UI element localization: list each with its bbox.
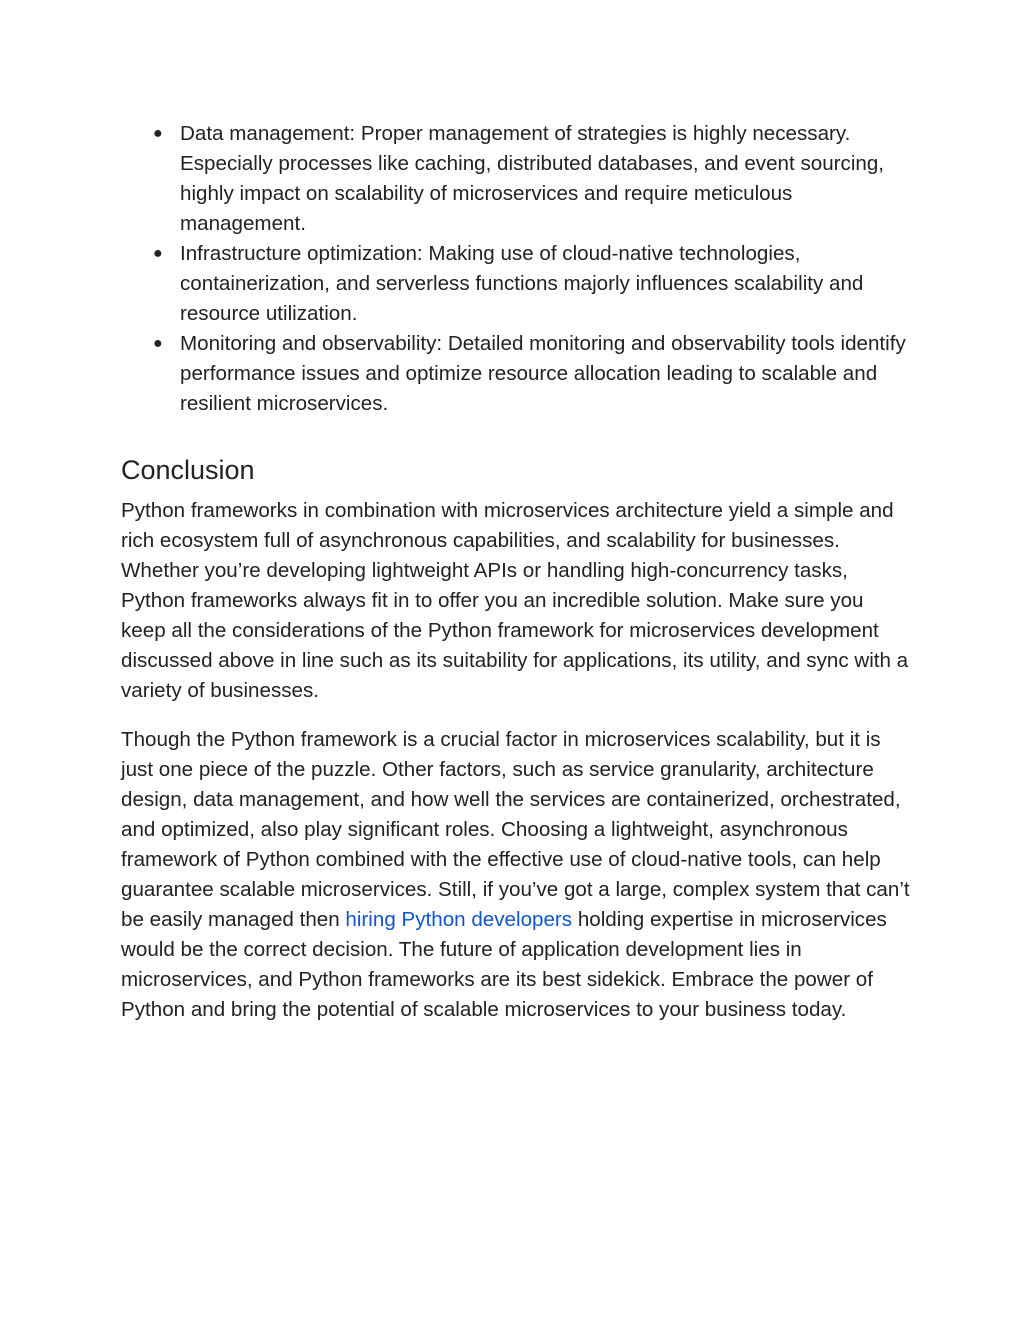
bullet-icon: ●: [153, 335, 163, 352]
bullet-list: [121, 119, 911, 419]
paragraph-text-before-link: Though the Python framework is a crucial factor in microservices scalability, but it is just one piece of the puzzle. Other factors, such as service granularity, architecture design, data management, and how well the services are containerized, orchestrated, and optimized, also play significant roles. Choosing a lightweight, asynchronous framework of Python combined with the effective use of cloud-native tools, can help guarantee scalable microservices. Still, if you’ve got a large, complex system that can’t be easily managed then: [121, 728, 910, 931]
bullet-item-monitoring-observability: [121, 329, 911, 419]
paragraph-text-after-link: holding expertise in microservices would be the correct decision. The future of application development lies in microservices, and Python frameworks are its best sidekick. Embrace the power of Python and bring the potential of scalable microservices to your business today.: [121, 908, 887, 1021]
bullet-text: Data management: Proper management of strategies is highly necessary. Especially processes like caching, distributed databases, and event sourcing, highly impact on scalability of microservices and require meticulous management.: [180, 122, 885, 235]
bullet-icon: ●: [153, 125, 163, 142]
bullet-icon: ●: [153, 245, 163, 262]
bullet-item-data-management: [121, 119, 911, 239]
conclusion-paragraph-1: Python frameworks in combination with microservices architecture yield a simple and rich ecosystem full of asynchronous capabilities, and scalability for businesses. Whether you’re developing lightweight APIs or handling high-concurrency tasks, Python frameworks always fit in to offer you an incredible solution. Make sure you keep all the considerations of the Python framework for microservices development discussed above in line such as its suitability for applications, its utility, and sync with a variety of businesses.: [121, 499, 909, 702]
hiring-python-developers-link[interactable]: hiring Python developers: [345, 908, 573, 931]
conclusion-heading: Conclusion: [121, 455, 255, 485]
conclusion-paragraph-2: [121, 725, 911, 1025]
bullet-text: Monitoring and observability: Detailed monitoring and observability tools identify performance issues and optimize resource allocation leading to scalable and resilient microservices.: [180, 332, 906, 415]
document-page: [121, 119, 911, 1044]
bullet-text: Infrastructure optimization: Making use of cloud-native technologies, containerization, and serverless functions majorly influences scalability and resource utilization.: [180, 242, 864, 325]
bullet-item-infrastructure-optimization: [121, 239, 911, 329]
